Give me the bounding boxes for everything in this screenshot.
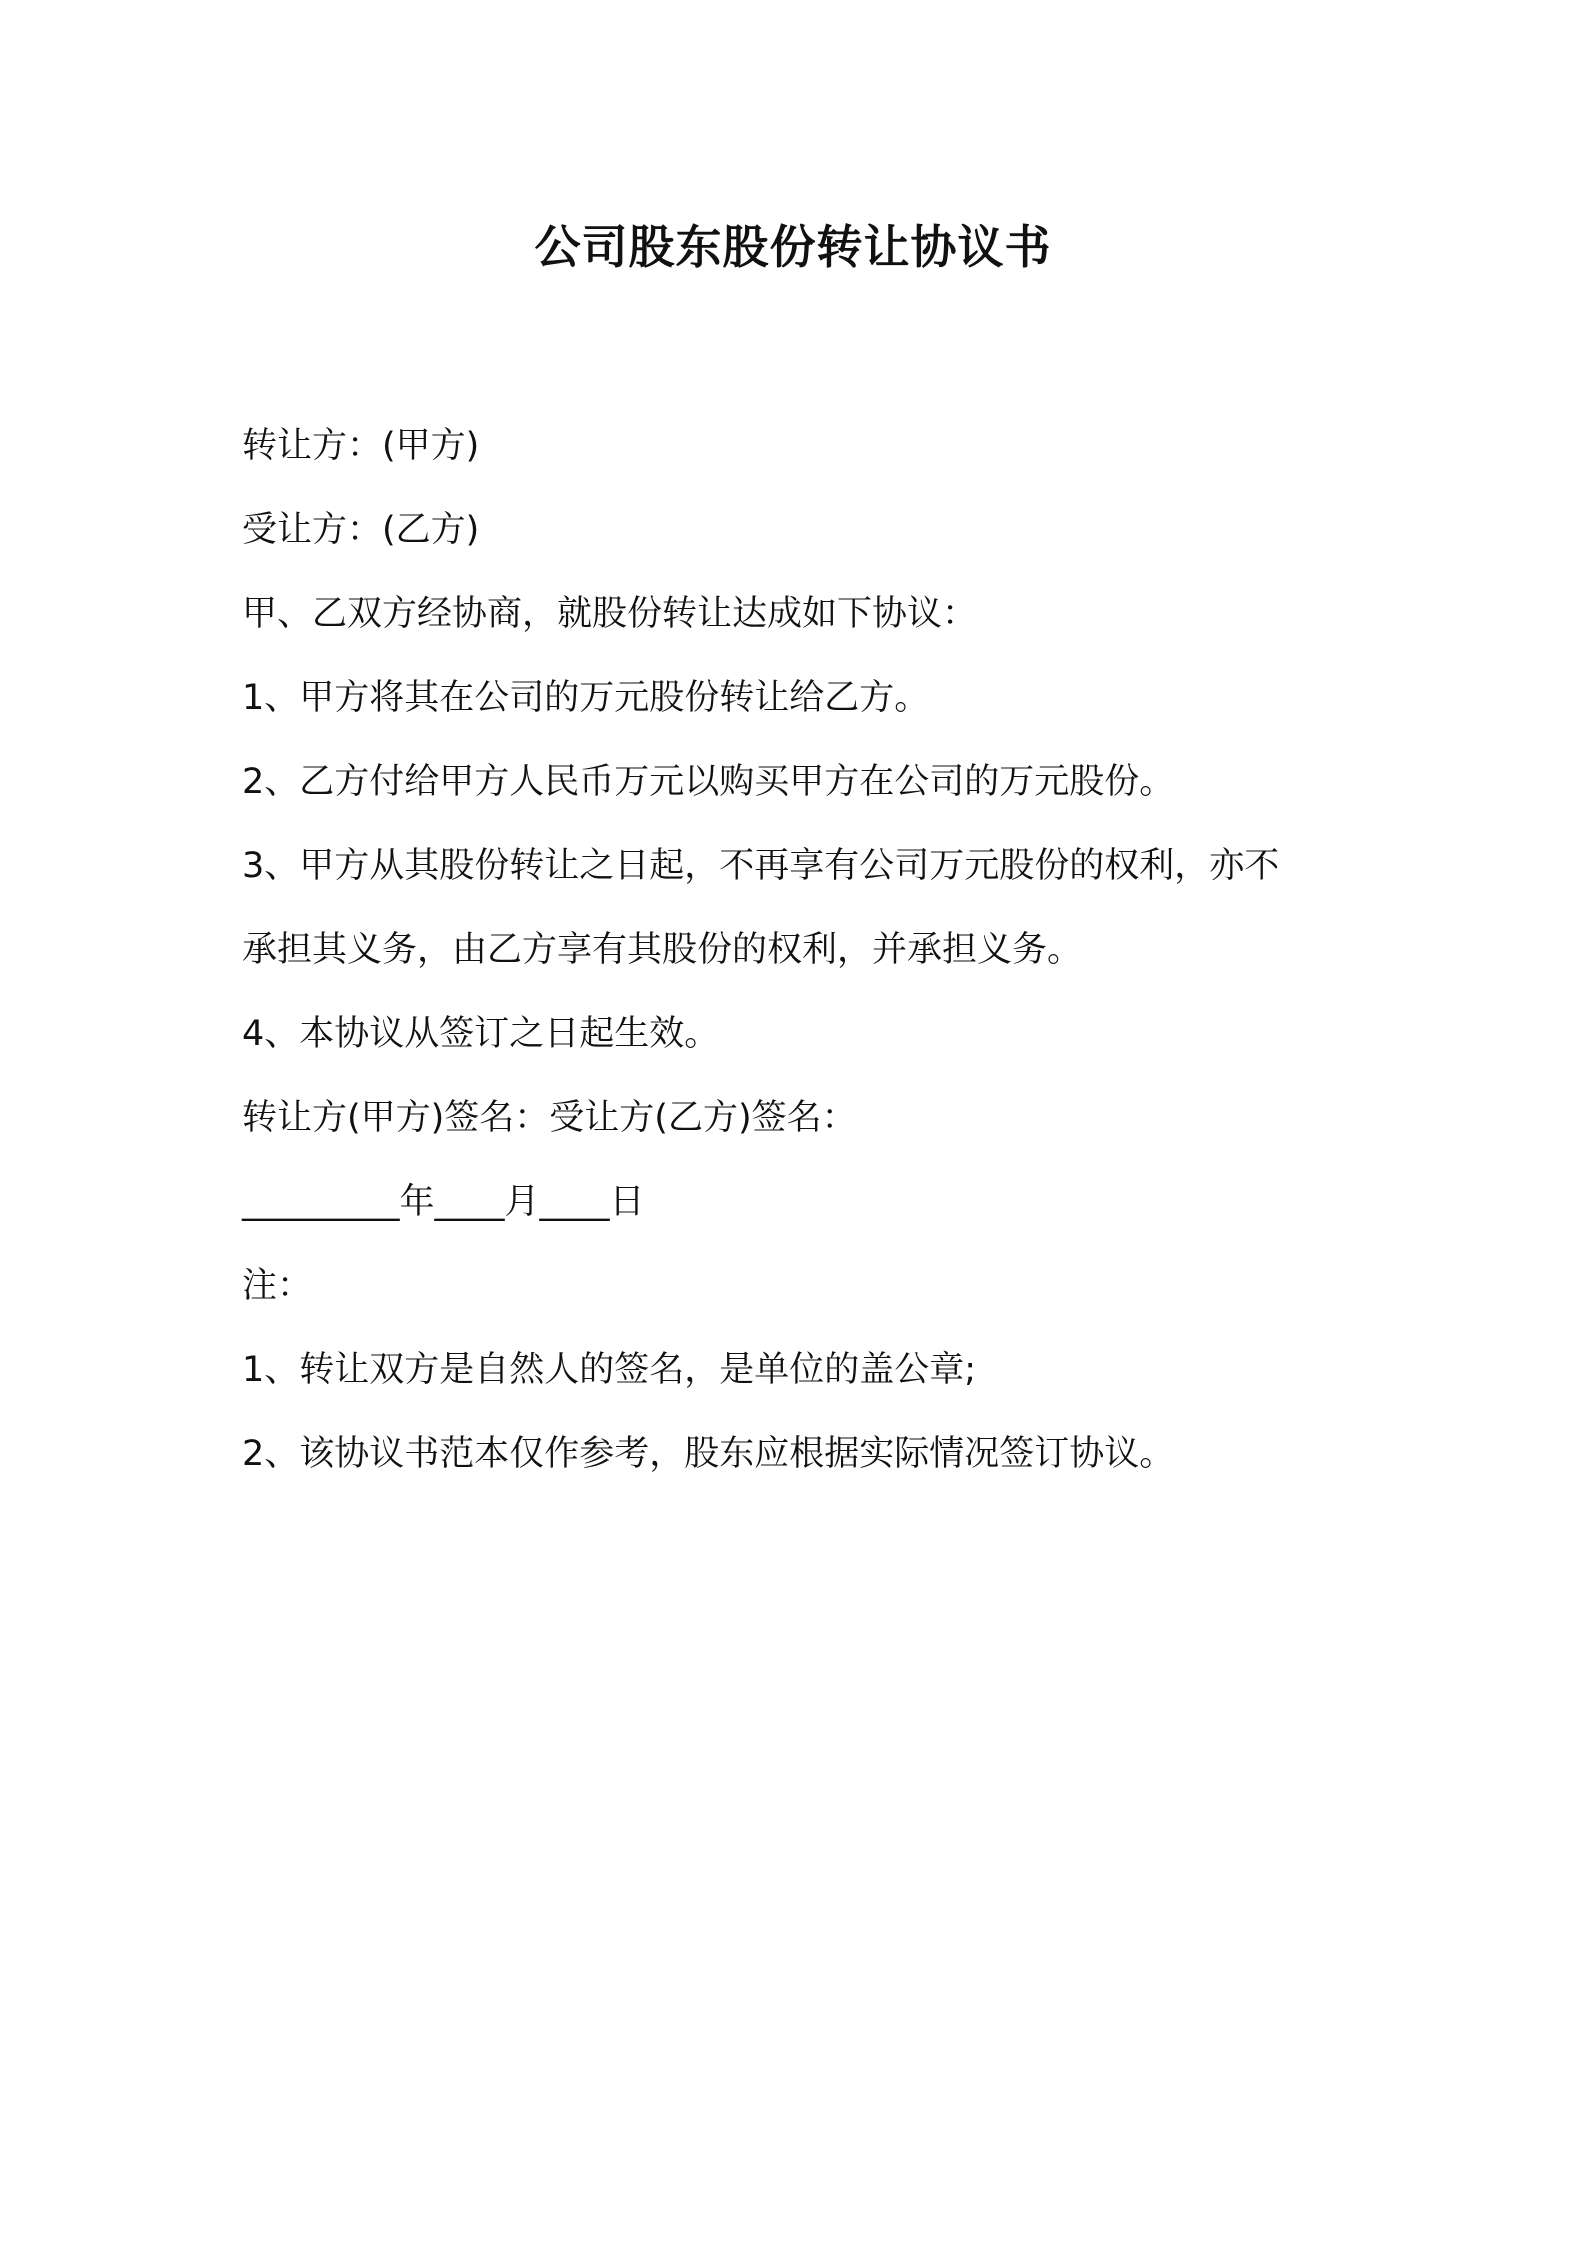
- note-heading: 注：: [242, 1266, 313, 1306]
- transferee-line: 受让方：(乙方): [242, 510, 480, 550]
- clause-3-part-1: 3、甲方从其股份转让之日起，不再享有公司万元股份的权利，亦不: [242, 846, 1280, 886]
- note-2: 2、该协议书范本仅作参考，股东应根据实际情况签订协议。: [242, 1434, 1175, 1474]
- document-title: 公司股东股份转让协议书: [534, 220, 1052, 274]
- clause-1: 1、甲方将其在公司的万元股份转让给乙方。: [242, 678, 930, 718]
- clause-4: 4、本协议从签订之日起生效。: [242, 1014, 720, 1054]
- clause-2: 2、乙方付给甲方人民币万元以购买甲方在公司的万元股份。: [242, 762, 1175, 802]
- agreement-intro: 甲、乙双方经协商，就股份转让达成如下协议：: [242, 594, 978, 634]
- clause-3-part-2: 承担其义务，由乙方享有其股份的权利，并承担义务。: [242, 930, 1083, 970]
- note-1: 1、转让双方是自然人的签名，是单位的盖公章;: [242, 1350, 977, 1390]
- date-line: _________年____月____日: [242, 1182, 645, 1222]
- document-body: [242, 404, 1382, 1496]
- signature-line: 转让方(甲方)签名：受让方(乙方)签名：: [242, 1098, 857, 1138]
- transferor-line: 转让方：(甲方): [242, 426, 480, 466]
